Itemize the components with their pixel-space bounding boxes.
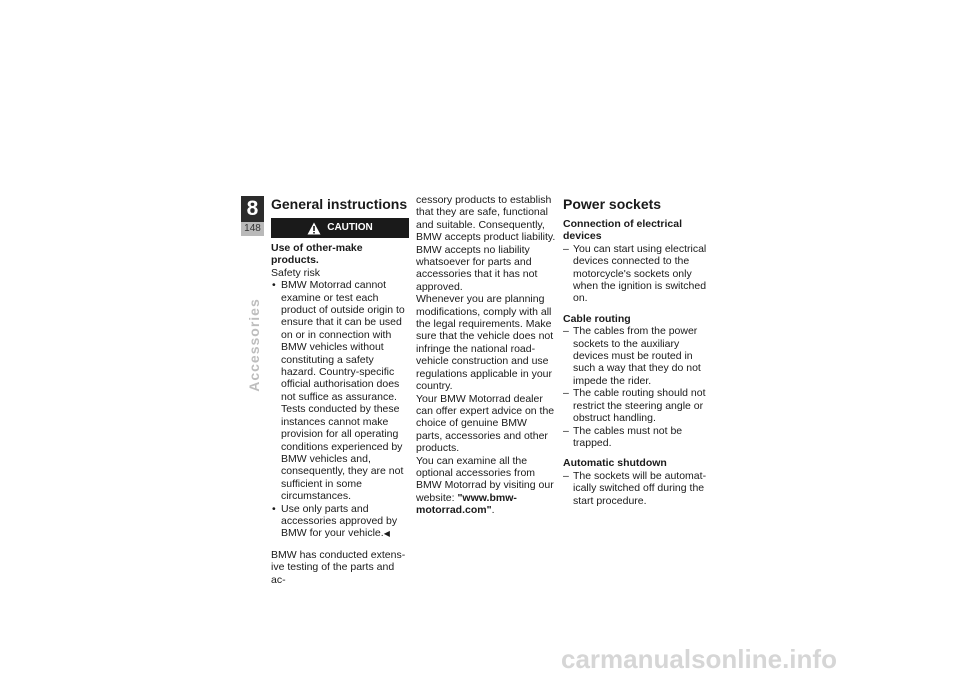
- paragraph: Whenever you are planning modifications, comply with all the legal requirements. Make sure that the vehicle does not infringe the national road-vehicle construction and use regulations applicable in your country.: [416, 293, 554, 393]
- subheading-connection: Connection of electrical devices: [563, 218, 683, 243]
- caution-label: CAUTION: [327, 221, 373, 233]
- paragraph: BMW has conducted extensive testing of the parts and ac-: [271, 548, 406, 586]
- list-item-text: Use only parts and accessories approved by BMW for your vehicle.: [281, 502, 398, 540]
- warning-subtitle: Safety risk: [271, 266, 321, 279]
- warning-triangle-icon: [307, 222, 321, 235]
- list-item: – The cables must not be trapped.: [563, 425, 708, 450]
- paragraph-text: You can examine all the optional accessories from BMW Motorrad by visiting our website:: [416, 454, 554, 504]
- column-general-continued: [416, 194, 556, 517]
- column-general-instructions: [271, 196, 411, 586]
- warning-bullet-list: [271, 279, 411, 541]
- chapter-number: 8: [241, 196, 264, 222]
- paragraph: cessory products to establish that they are safe, functional and suitable. Consequently, BMW accepts product liability. BMW accepts no liability whatsoever for parts and accessories that it has not approved.: [416, 194, 556, 293]
- end-marker: ◀: [383, 529, 390, 539]
- caution-banner: [271, 218, 409, 238]
- chapter-side-label: Accessories: [246, 298, 262, 392]
- list-item: [271, 503, 411, 541]
- page-number: 148: [241, 222, 264, 236]
- list-item: – The sockets will be automatically switched off during the start procedure.: [563, 470, 708, 507]
- chapter-marker: [241, 196, 264, 238]
- dash-list: [563, 325, 708, 449]
- url-suffix: .: [491, 504, 495, 517]
- paragraph: [416, 455, 556, 517]
- list-item-text: BMW Motorrad cannot examine or test each product of outside origin to ensure that it can be used on or in connection with BMW vehicles without constituting a safety hazard. Country-specific official authorisation does not suffice as assurance. Tests conducted by these instances cannot make provision for all operating conditions experienced by BMW vehicles and, consequently, they are not sufficient in some circumstances.: [281, 279, 405, 503]
- section-heading-general: General instructions: [271, 196, 408, 212]
- section-heading-power: Power sockets: [563, 196, 662, 212]
- list-item: – You can start using electrical devices connected to the motorcycle's sockets only when the ignition is switched on.: [563, 243, 708, 305]
- subheading-automatic-shutdown: Automatic shutdown: [563, 457, 667, 470]
- list-item: [271, 279, 411, 502]
- subheading-cable-routing: Cable routing: [563, 312, 631, 325]
- warning-title: Use of other-make products.: [271, 242, 363, 267]
- list-item: – The cable routing should not restrict the steering angle or obstruct handling.: [563, 387, 708, 424]
- website-link[interactable]: "www.bmw-motorrad.com": [416, 491, 517, 517]
- dash-list: [563, 470, 708, 507]
- list-item: – The cables from the power sockets to the auxiliary devices must be routed in such a way that they do not impede the rider.: [563, 325, 708, 387]
- dash-list: [563, 243, 708, 305]
- column-power-sockets: [563, 196, 708, 507]
- paragraph: Your BMW Motorrad dealer can offer expert advice on the choice of genuine BMW parts, accessories and other products.: [416, 392, 555, 455]
- watermark-text: carmanualsonline.info: [561, 644, 837, 674]
